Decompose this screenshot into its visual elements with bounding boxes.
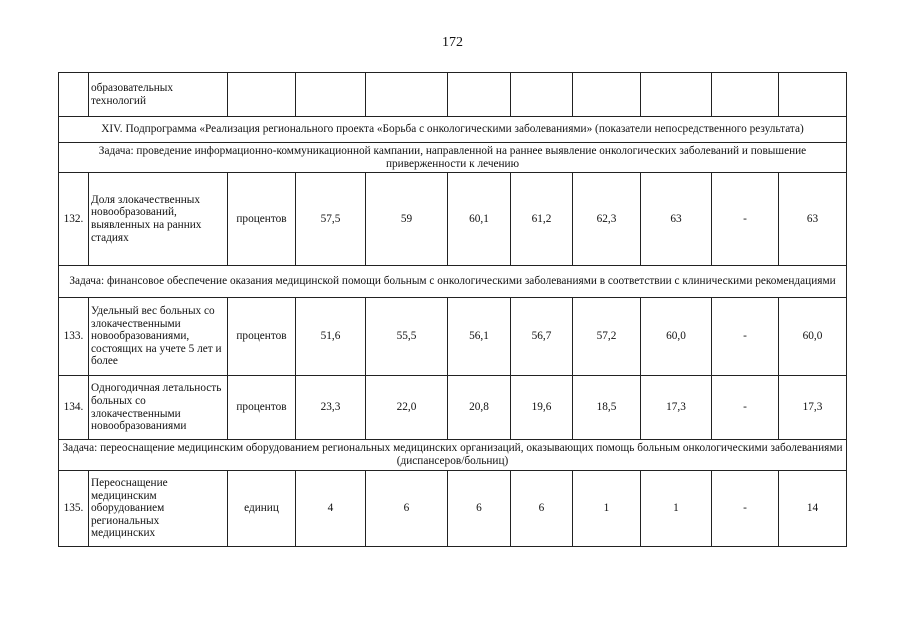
section-row xyxy=(59,117,847,143)
value-cell: 59 xyxy=(366,173,448,266)
value-cell: 1 xyxy=(573,471,641,547)
task-row xyxy=(59,440,847,471)
value-cell: - xyxy=(712,173,779,266)
value-cell: 19,6 xyxy=(511,376,573,440)
empty-cell xyxy=(573,73,641,117)
empty-cell xyxy=(296,73,366,117)
value-cell: 60,1 xyxy=(448,173,511,266)
task-row xyxy=(59,266,847,298)
value-cell: 63 xyxy=(779,173,847,266)
empty-cell xyxy=(779,73,847,117)
value-cell: 14 xyxy=(779,471,847,547)
task-heading: Задача: финансовое обеспечение оказания медицинской помощи больным с онкологическими заболеваниями в соответствии с клиническими рекомендациями xyxy=(59,266,847,298)
value-cell: 1 xyxy=(641,471,712,547)
table-row xyxy=(59,376,847,440)
unit-cell: процентов xyxy=(228,376,296,440)
value-cell: 23,3 xyxy=(296,376,366,440)
task-row xyxy=(59,143,847,173)
value-cell: - xyxy=(712,298,779,376)
indicator-name: Одногодичная летальность больных со злокачественными новообразованиями xyxy=(89,376,228,440)
empty-cell xyxy=(511,73,573,117)
indicator-name: Доля злокачественных новообразований, выявленных на ранних стадиях xyxy=(89,173,228,266)
indicator-name: образовательных технологий xyxy=(89,73,228,117)
indicator-name: Удельный вес больных со злокачественными новообразованиями, состоящих на учете 5 лет и более xyxy=(89,298,228,376)
empty-cell xyxy=(366,73,448,117)
task-heading: Задача: проведение информационно-коммуникационной кампании, направленной на раннее выявление онкологических заболеваний и повышение приверженности к лечению xyxy=(59,143,847,173)
value-cell: 4 xyxy=(296,471,366,547)
empty-cell xyxy=(712,73,779,117)
value-cell: 63 xyxy=(641,173,712,266)
value-cell: 56,7 xyxy=(511,298,573,376)
value-cell: 18,5 xyxy=(573,376,641,440)
table-row xyxy=(59,173,847,266)
value-cell: 56,1 xyxy=(448,298,511,376)
unit-cell: процентов xyxy=(228,173,296,266)
row-number xyxy=(59,73,89,117)
value-cell: 6 xyxy=(366,471,448,547)
table-row xyxy=(59,471,847,547)
value-cell: 60,0 xyxy=(641,298,712,376)
empty-cell xyxy=(228,73,296,117)
value-cell: 60,0 xyxy=(779,298,847,376)
row-number: 133. xyxy=(59,298,89,376)
page-number: 172 xyxy=(442,35,463,50)
value-cell: - xyxy=(712,376,779,440)
row-number: 135. xyxy=(59,471,89,547)
value-cell: 62,3 xyxy=(573,173,641,266)
value-cell: - xyxy=(712,471,779,547)
value-cell: 6 xyxy=(448,471,511,547)
unit-cell: процентов xyxy=(228,298,296,376)
table-row-continued xyxy=(59,73,847,117)
value-cell: 61,2 xyxy=(511,173,573,266)
indicator-name: Переоснащение медицинским оборудованием региональных медицинских xyxy=(89,471,228,547)
table-row xyxy=(59,298,847,376)
value-cell: 55,5 xyxy=(366,298,448,376)
task-heading: Задача: переоснащение медицинским оборудованием региональных медицинских организаций, оказывающих помощь больным онкологическими заболеваниями (диспансеров/больниц) xyxy=(59,440,847,471)
row-number: 132. xyxy=(59,173,89,266)
value-cell: 17,3 xyxy=(779,376,847,440)
value-cell: 57,2 xyxy=(573,298,641,376)
indicators-table xyxy=(58,72,847,547)
value-cell: 17,3 xyxy=(641,376,712,440)
value-cell: 57,5 xyxy=(296,173,366,266)
row-number: 134. xyxy=(59,376,89,440)
unit-cell: единиц xyxy=(228,471,296,547)
value-cell: 6 xyxy=(511,471,573,547)
value-cell: 20,8 xyxy=(448,376,511,440)
section-heading: XIV. Подпрограмма «Реализация регионального проекта «Борьба с онкологическими заболеваниями» (показатели непосредственного результата) xyxy=(59,117,847,143)
empty-cell xyxy=(448,73,511,117)
value-cell: 22,0 xyxy=(366,376,448,440)
value-cell: 51,6 xyxy=(296,298,366,376)
empty-cell xyxy=(641,73,712,117)
